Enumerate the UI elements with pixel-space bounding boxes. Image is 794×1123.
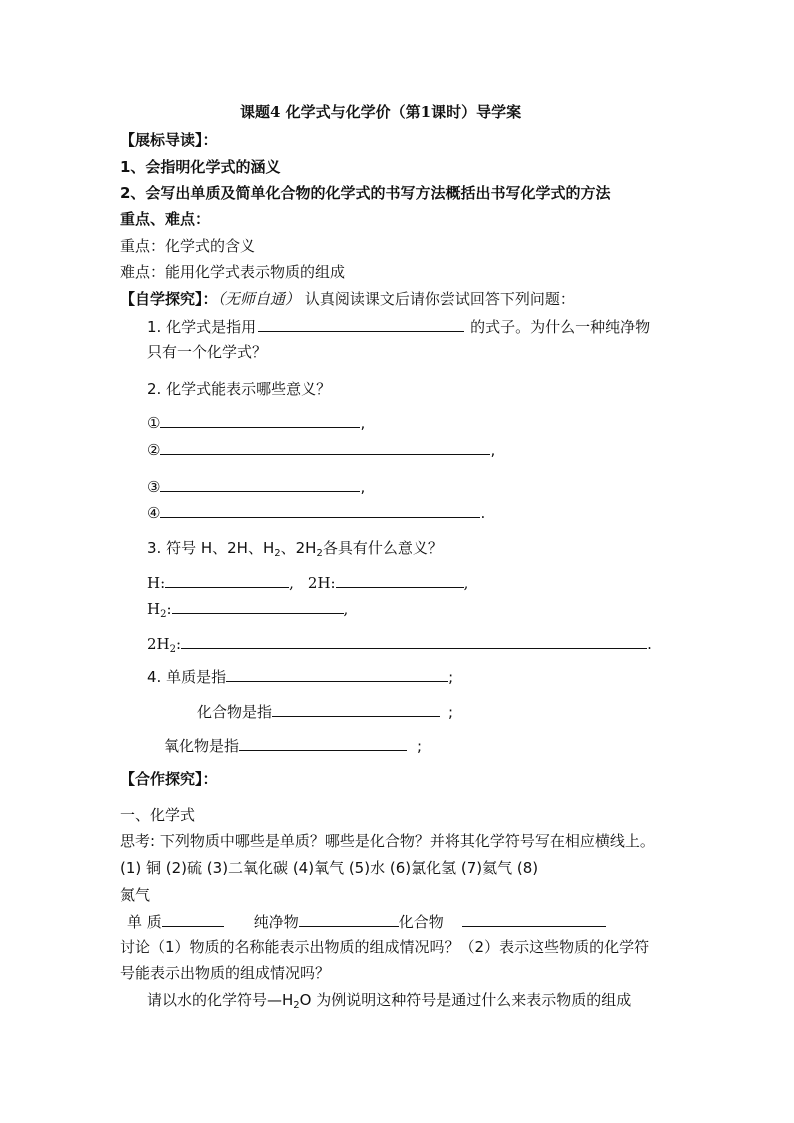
q3-text: 各具有什么意义？ xyxy=(322,539,443,557)
punct: . xyxy=(647,635,652,653)
question-3 xyxy=(147,538,443,558)
meaning-blank-1[interactable] xyxy=(160,412,360,428)
punct: . xyxy=(480,504,486,522)
q3-text: 3. 符号 H、2H、H xyxy=(147,539,275,557)
question-1 xyxy=(147,316,650,337)
subscript: 2 xyxy=(169,644,176,655)
meaning-blank-2[interactable] xyxy=(160,439,490,455)
q3-text: 、2H xyxy=(280,539,317,557)
two-h2-meaning-blank[interactable] xyxy=(181,633,647,649)
question-4-element xyxy=(147,666,453,687)
water-text: O 为例说明这种符号是通过什么来表示物质的组成 xyxy=(299,991,632,1009)
key-point: 重点：化学式的含义 xyxy=(120,237,256,255)
punct: ; xyxy=(448,703,454,721)
q1-answer-blank[interactable] xyxy=(258,316,464,332)
two-h2-label: : xyxy=(176,635,182,653)
meaning-blank-4[interactable] xyxy=(160,502,480,518)
marker-4: ④ xyxy=(147,504,161,522)
question-4-oxide xyxy=(164,735,422,756)
subscript: 2 xyxy=(316,548,323,559)
h-meaning-row xyxy=(147,572,468,593)
punct: , xyxy=(289,574,294,592)
punct: , xyxy=(360,478,366,496)
pure-class-label: 纯净物 xyxy=(253,913,299,931)
q1-suffix: 的式子。为什么一种纯净物 xyxy=(470,318,651,336)
key-points-heading: 重点、难点： xyxy=(120,210,211,228)
thinking-prompt: 思考: 下列物质中哪些是单质？哪些是化合物？并将其化学符号写在相应横线上。 xyxy=(120,832,655,850)
punct: ; xyxy=(448,668,454,686)
goal-item-1: 1、会指明化学式的涵义 xyxy=(120,158,281,176)
element-definition-blank[interactable] xyxy=(226,666,448,682)
subscript: 2 xyxy=(160,609,167,620)
discussion-line-2: 号能表示出物质的组成情况吗？ xyxy=(120,964,331,982)
compound-class-label: 化合物 xyxy=(398,913,444,931)
element-definition-label: 4. 单质是指 xyxy=(147,668,227,686)
punct: ; xyxy=(417,737,423,755)
compound-definition-label: 化合物是指 xyxy=(197,703,273,721)
h-meaning-blank[interactable] xyxy=(165,572,289,588)
self-study-heading: 【自学探究】： xyxy=(120,290,218,308)
compound-class-blank[interactable] xyxy=(462,911,606,927)
difficulty-point: 难点：能用化学式表示物质的组成 xyxy=(120,263,346,281)
h-label: H: xyxy=(147,574,166,592)
two-h-label: 2H: xyxy=(307,574,336,592)
goals-heading: 【展标导读】： xyxy=(120,131,218,149)
two-h-meaning-blank[interactable] xyxy=(336,572,464,588)
h2-meaning-row xyxy=(147,598,348,619)
element-class-label: 单 质 xyxy=(127,913,162,931)
q1-line2: 只有一个化学式？ xyxy=(147,343,268,361)
h2-meaning-blank[interactable] xyxy=(172,598,344,614)
two-h2-meaning-row xyxy=(147,633,652,654)
chemical-formula-subheading: 一、化学式 xyxy=(120,806,196,824)
meaning-row-1 xyxy=(147,412,365,433)
marker-2: ② xyxy=(147,441,161,459)
punct: , xyxy=(360,414,366,432)
punct: , xyxy=(490,441,496,459)
self-study-line xyxy=(120,289,575,309)
oxide-definition-blank[interactable] xyxy=(239,735,407,751)
classification-row xyxy=(127,911,606,932)
cooperation-heading: 【合作探究】： xyxy=(120,770,218,788)
meaning-row-4 xyxy=(147,502,485,523)
compound-definition-blank[interactable] xyxy=(272,701,440,717)
marker-1: ① xyxy=(147,414,161,432)
substance-list-cont: 氮气 xyxy=(120,886,151,904)
subscript: 2 xyxy=(274,548,281,559)
h2-label: H xyxy=(147,600,161,618)
element-class-blank[interactable] xyxy=(162,911,224,927)
punct: , xyxy=(463,574,469,592)
oxide-definition-label: 氧化物是指 xyxy=(164,737,240,755)
discussion-line-1: 讨论（1）物质的名称能表示出物质的组成情况吗？（2）表示这些物质的化学符 xyxy=(120,938,650,956)
question-2: 2. 化学式能表示哪些意义？ xyxy=(147,380,332,398)
pure-class-blank[interactable] xyxy=(299,911,399,927)
goal-item-2: 2、会写出单质及简单化合物的化学式的书写方法概括出书写化学式的方法 xyxy=(120,184,611,202)
substance-list: (1) 铜 (2)硫 (3)二氧化碳 (4)氧气 (5)水 (6)氯化氢 (7)氦气 (8) xyxy=(120,859,539,877)
water-text: 请以水的化学符号—H xyxy=(147,991,294,1009)
self-study-note: （无师自通） xyxy=(217,290,301,308)
punct: , xyxy=(343,600,349,618)
h2-label: : xyxy=(166,600,172,618)
water-example xyxy=(147,990,631,1010)
q1-prefix: 1. 化学式是指用 xyxy=(147,318,257,336)
two-h2-label: 2H xyxy=(147,635,170,653)
meaning-row-2 xyxy=(147,439,495,460)
question-4-compound xyxy=(197,701,453,722)
meaning-blank-3[interactable] xyxy=(160,476,360,492)
self-study-instruction: 认真阅读课文后请你尝试回答下列问题： xyxy=(304,290,575,308)
subscript: 2 xyxy=(293,1000,300,1011)
meaning-row-3 xyxy=(147,476,365,497)
marker-3: ③ xyxy=(147,478,161,496)
page-title: 课题4 化学式与化学价（第1课时）导学案 xyxy=(240,103,522,121)
